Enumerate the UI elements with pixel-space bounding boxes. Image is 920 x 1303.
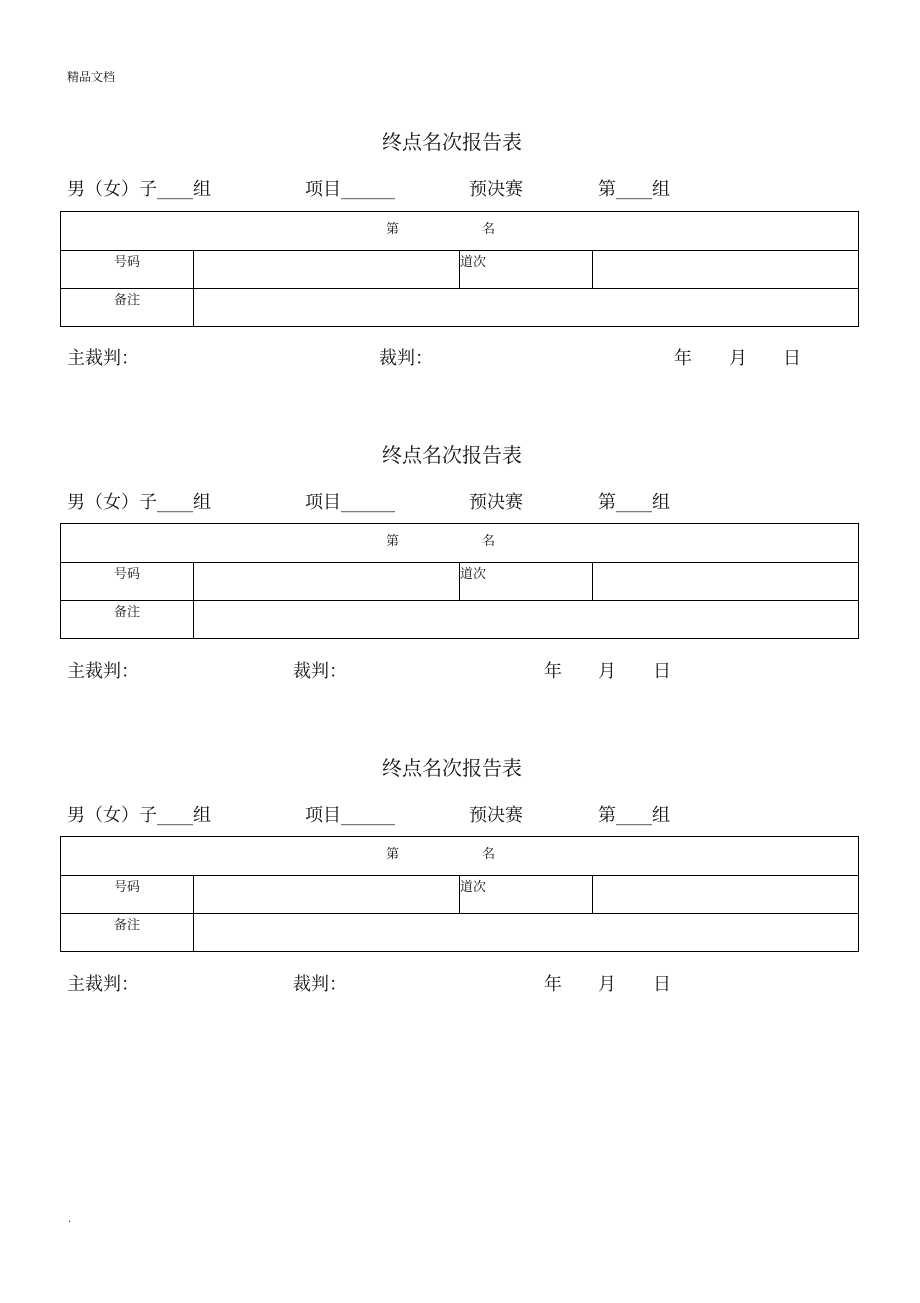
round-label: 预决赛 — [469, 805, 523, 826]
form-title: 终点名次报告表 — [382, 443, 522, 467]
lane-label: 道次 — [460, 876, 593, 914]
remarks-label: 备注 — [61, 914, 194, 952]
event-field: 项目______ — [305, 492, 395, 513]
place-label-name: 名 — [482, 847, 496, 862]
lane-input-cell[interactable] — [593, 876, 859, 914]
form-title: 终点名次报告表 — [382, 756, 522, 780]
place-cell[interactable] — [61, 212, 859, 251]
round-label: 预决赛 — [469, 179, 523, 200]
heat-field: 第____组 — [598, 805, 670, 826]
round-label: 预决赛 — [469, 492, 523, 513]
place-cell[interactable] — [61, 837, 859, 876]
month-label: 月 — [729, 348, 747, 369]
judge-label: 裁判： — [293, 661, 347, 682]
result-table — [60, 211, 859, 327]
lane-input-cell[interactable] — [593, 563, 859, 601]
remarks-label: 备注 — [61, 601, 194, 639]
result-table — [60, 836, 859, 952]
place-label-name: 名 — [482, 222, 496, 237]
place-label-first: 第 — [386, 222, 400, 237]
judge-label: 裁判： — [379, 348, 433, 369]
month-label: 月 — [598, 974, 616, 995]
year-label: 年 — [544, 974, 562, 995]
heat-field: 第____组 — [598, 179, 670, 200]
gender-group-field: 男（女）子____组 — [67, 492, 211, 513]
number-input-cell[interactable] — [194, 563, 460, 601]
lane-label: 道次 — [460, 251, 593, 289]
day-label: 日 — [653, 661, 671, 682]
month-label: 月 — [598, 661, 616, 682]
number-label: 号码 — [61, 876, 194, 914]
number-label: 号码 — [61, 251, 194, 289]
remarks-label: 备注 — [61, 289, 194, 327]
watermark-text: 精品文档 — [67, 70, 116, 84]
year-label: 年 — [674, 348, 692, 369]
place-label-name: 名 — [482, 534, 496, 549]
chief-judge-label: 主裁判： — [67, 348, 139, 369]
lane-label: 道次 — [460, 563, 593, 601]
gender-group-field: 男（女）子____组 — [67, 179, 211, 200]
number-input-cell[interactable] — [194, 876, 460, 914]
event-field: 项目______ — [305, 179, 395, 200]
place-cell[interactable] — [61, 524, 859, 563]
chief-judge-label: 主裁判： — [67, 661, 139, 682]
number-label: 号码 — [61, 563, 194, 601]
lane-input-cell[interactable] — [593, 251, 859, 289]
day-label: 日 — [653, 974, 671, 995]
remarks-input-cell[interactable] — [194, 914, 859, 952]
remarks-input-cell[interactable] — [194, 601, 859, 639]
gender-group-field: 男（女）子____组 — [67, 805, 211, 826]
place-label-first: 第 — [386, 847, 400, 862]
page-footer-dot: . — [68, 1214, 72, 1225]
day-label: 日 — [783, 348, 801, 369]
year-label: 年 — [544, 661, 562, 682]
form-title: 终点名次报告表 — [382, 130, 522, 154]
result-table — [60, 523, 859, 639]
number-input-cell[interactable] — [194, 251, 460, 289]
heat-field: 第____组 — [598, 492, 670, 513]
remarks-input-cell[interactable] — [194, 289, 859, 327]
place-label-first: 第 — [386, 534, 400, 549]
event-field: 项目______ — [305, 805, 395, 826]
judge-label: 裁判： — [293, 974, 347, 995]
chief-judge-label: 主裁判： — [67, 974, 139, 995]
